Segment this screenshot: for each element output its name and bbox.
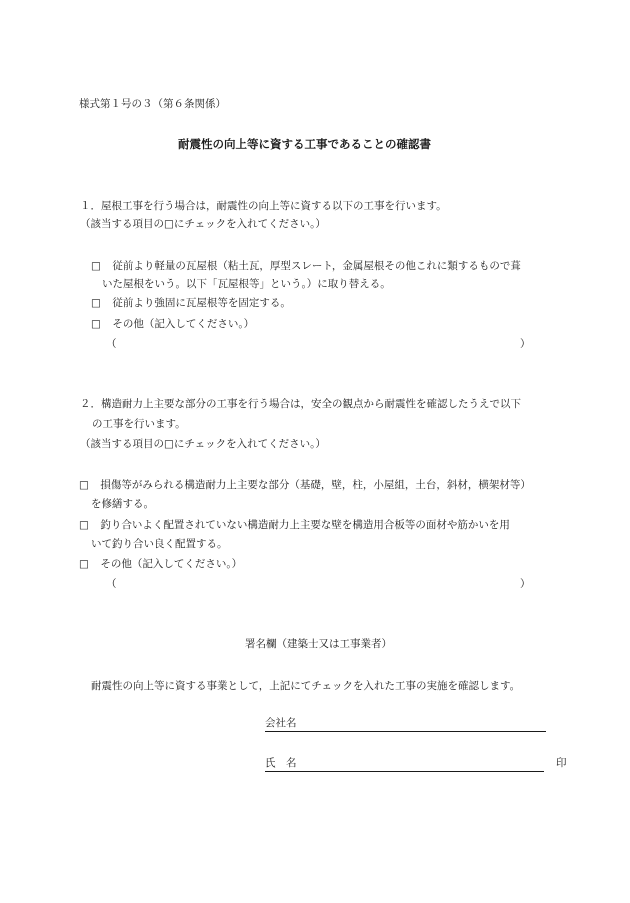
- section1-other-paren-close: ）: [520, 338, 531, 350]
- section2-heading: ２．構造耐力上主要な部分の工事を行う場合は，安全の観点から耐震性を確認したうえで以下: [80, 398, 521, 410]
- option-2-1-text: 損傷等がみられる構造耐力上主要な部分（基礎，壁，柱，小屋組，土台，斜材，横架材等）: [100, 479, 531, 491]
- checkbox-1-1[interactable]: □: [91, 260, 101, 272]
- section2-other-paren-close: ）: [520, 578, 531, 590]
- name-label: 氏 名: [265, 757, 297, 769]
- company-label: 会社名: [265, 717, 297, 729]
- signature-statement: 耐震性の向上等に資する事業として，上記にてチェックを入れた工事の実施を確認します。: [91, 680, 521, 692]
- checkbox-2-3[interactable]: □: [79, 558, 89, 570]
- section1-instruction: （該当する項目の□にチェックを入れてください。）: [80, 218, 326, 230]
- company-input-line[interactable]: [265, 731, 546, 732]
- name-input-line[interactable]: [265, 771, 544, 772]
- section2-instruction: （該当する項目の□にチェックを入れてください。）: [80, 438, 326, 450]
- section2-option-2-cont: いて釣り合い良く配置する。: [91, 538, 228, 550]
- section1-option-3[interactable]: [91, 317, 254, 331]
- section2-option-1-cont: を修繕する。: [91, 498, 154, 510]
- option-1-2-text: 従前より強固に瓦屋根等を固定する。: [112, 297, 291, 309]
- signature-heading: 署名欄（建築士又は工事業者）: [245, 638, 392, 650]
- form-number: 様式第１号の３（第６条関係）: [79, 98, 226, 110]
- section2-option-2[interactable]: [79, 518, 510, 532]
- seal-mark: 印: [556, 757, 567, 769]
- checkbox-1-2[interactable]: □: [91, 297, 101, 309]
- section1-option-2[interactable]: [91, 296, 291, 310]
- option-1-1-text: 従前より軽量の瓦屋根（粘土瓦，厚型スレート，金属屋根その他これに類するもので葺: [112, 260, 521, 272]
- section2-heading-cont: の工事を行います。: [92, 418, 186, 430]
- section1-option-1[interactable]: [91, 259, 521, 273]
- checkbox-2-2[interactable]: □: [79, 519, 89, 531]
- option-2-3-text: その他（記入してください。）: [100, 558, 243, 570]
- document-title: 耐震性の向上等に資する工事であることの確認書: [178, 137, 431, 151]
- section1-option-1-cont: いた屋根をいう。以下「瓦屋根等」という。）に取り替える。: [102, 278, 391, 290]
- section1-other-paren-open[interactable]: （: [106, 338, 117, 350]
- option-1-3-text: その他（記入してください。）: [112, 318, 255, 330]
- checkbox-2-1[interactable]: □: [79, 479, 89, 491]
- section2-option-1[interactable]: [79, 478, 531, 492]
- option-2-2-text: 釣り合いよく配置されていない構造耐力上主要な壁を構造用合板等の面材や筋かいを用: [100, 519, 510, 531]
- checkbox-1-3[interactable]: □: [91, 318, 101, 330]
- section2-option-3[interactable]: [79, 557, 242, 571]
- section2-other-paren-open[interactable]: （: [106, 578, 117, 590]
- section1-heading: １．屋根工事を行う場合は，耐震性の向上等に資する以下の工事を行います。: [80, 200, 447, 212]
